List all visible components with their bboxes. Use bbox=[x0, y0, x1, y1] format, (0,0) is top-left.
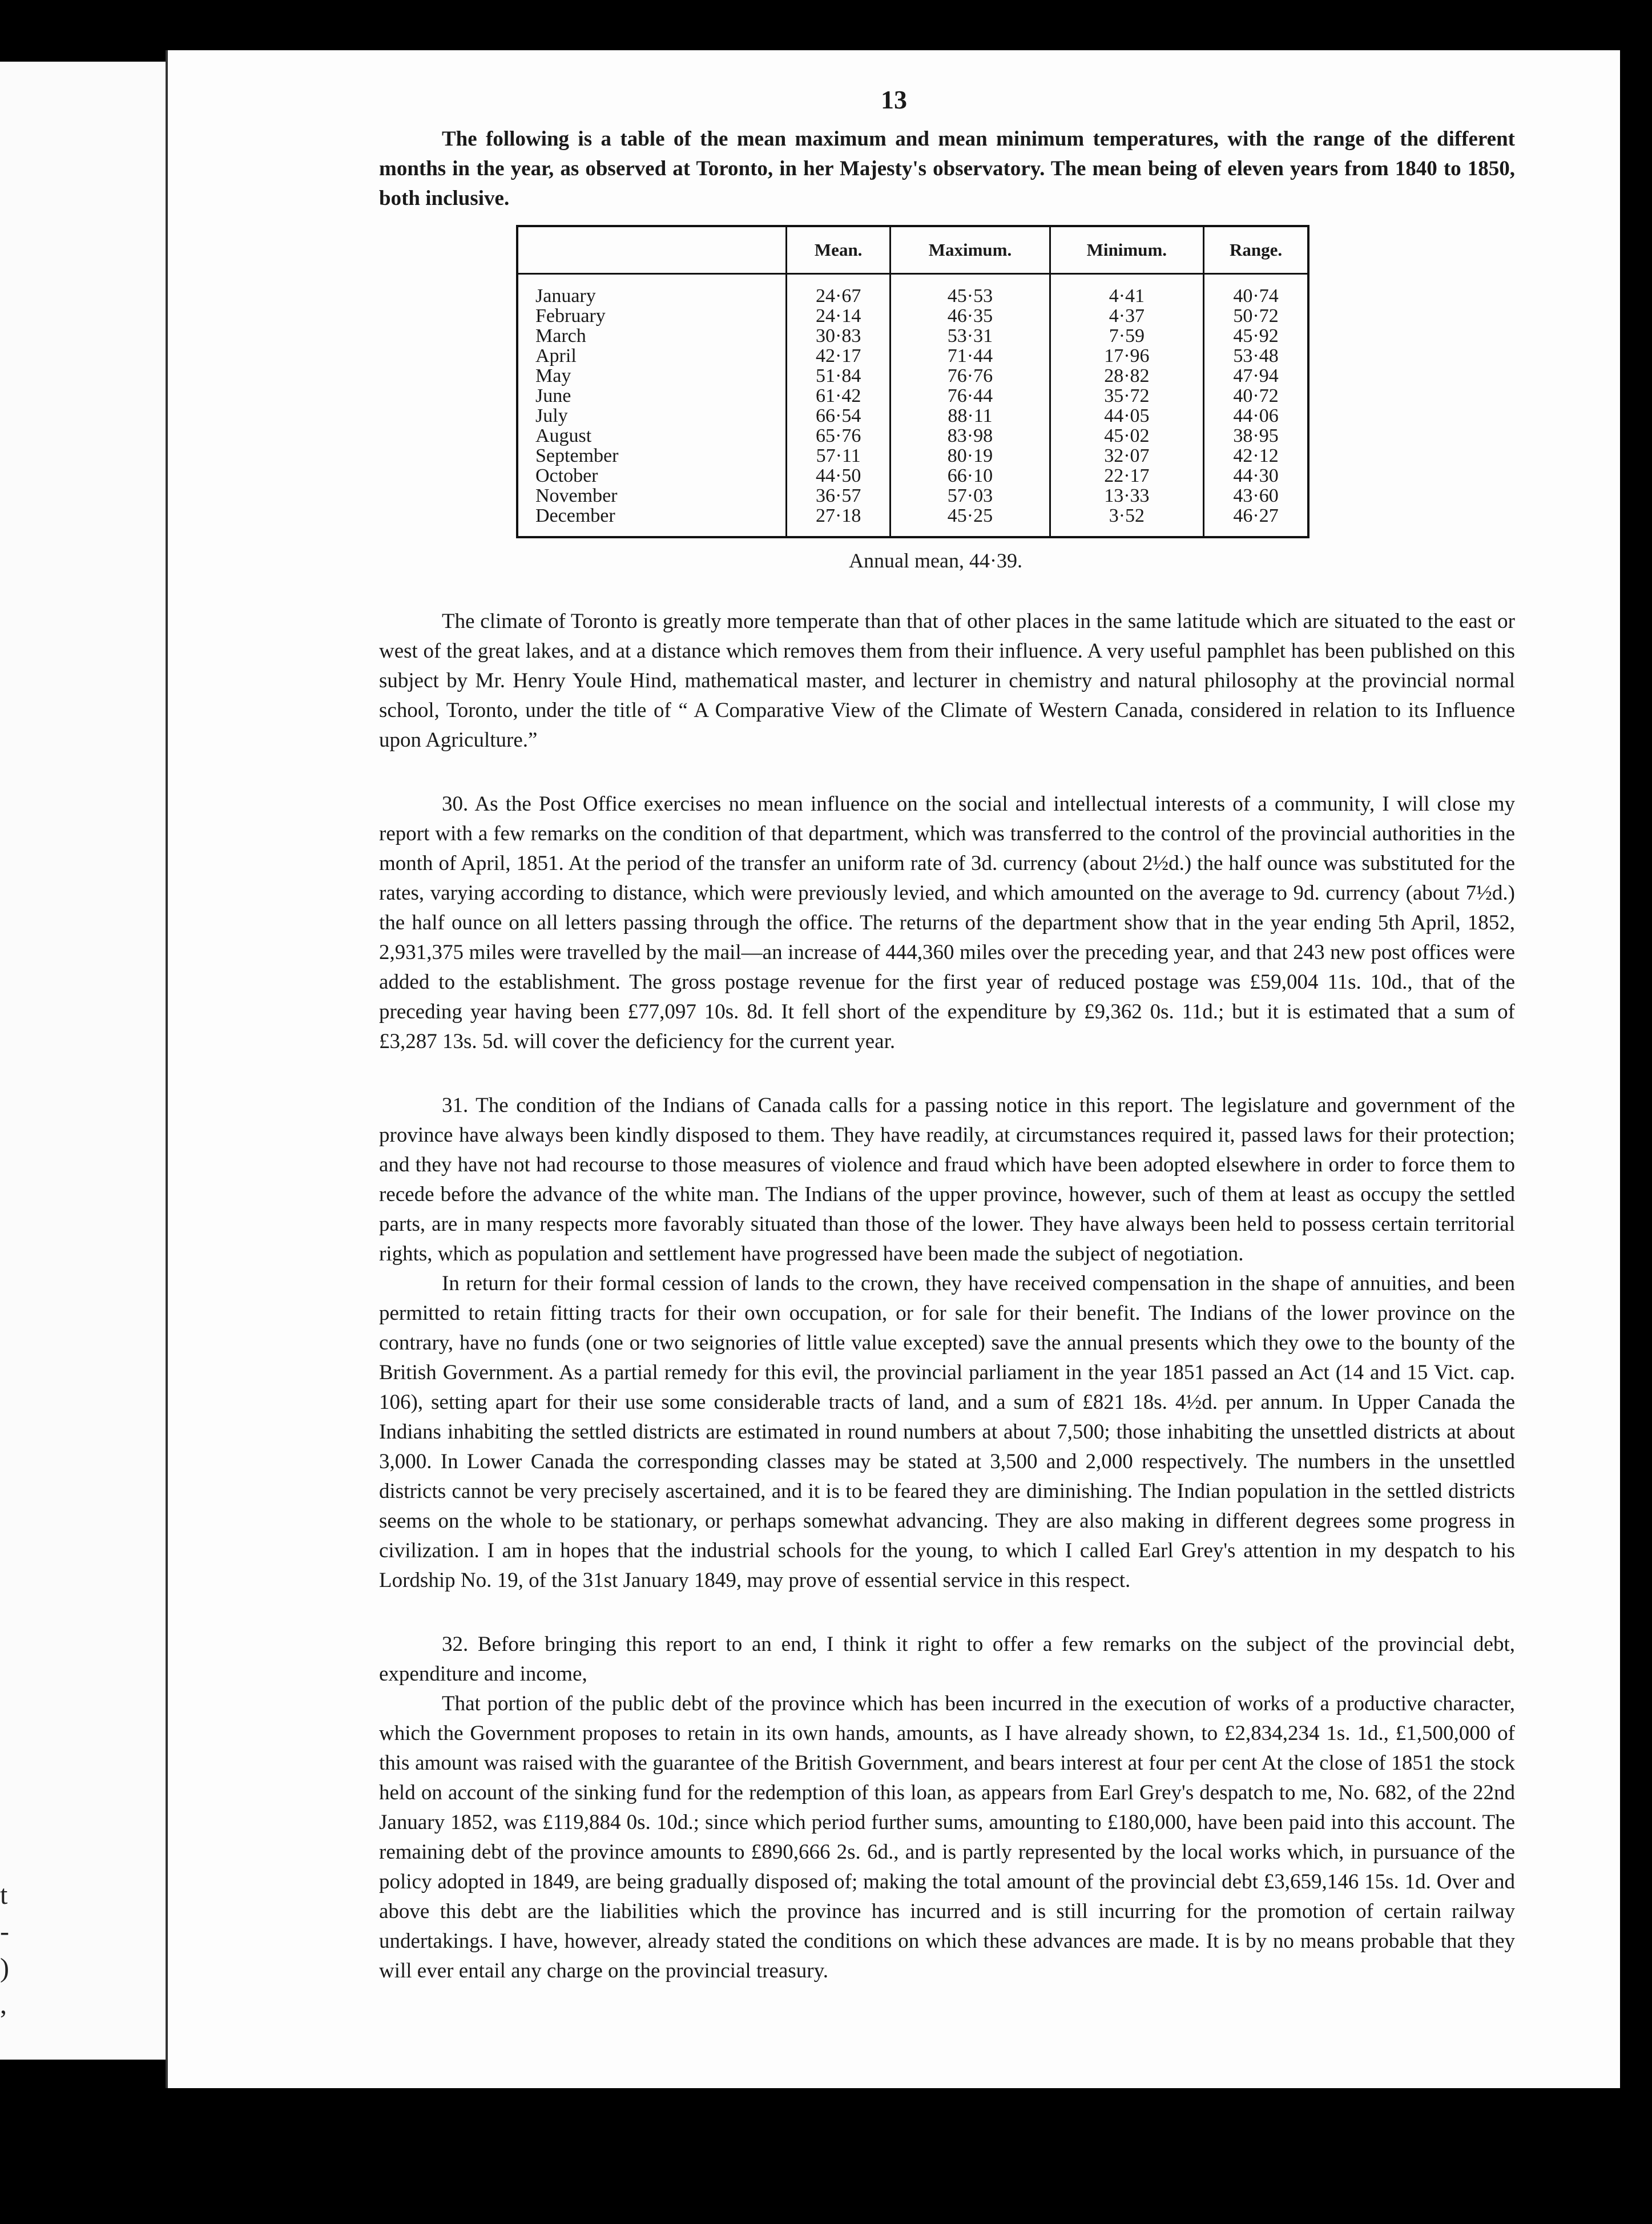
minimum-cell: 4·41 bbox=[1050, 274, 1204, 307]
paragraph-30: 30. As the Post Office exercises no mean influence on the social and intellectual interests of a community, I will close my report with a few remarks on the condition of that department, which was transferred to the control of the provincial authorities in the month of April, 1851. At the period of the transfer an uniform rate of 3d. currency (about 2½d.) the half ounce was substituted for the rates, varying according to distance, which were previously levied, and which amounted on the average to 9d. currency (about 7½d.) the half ounce on all letters passing through the office. The returns of the department show that in the year ending 5th April, 1852, 2,931,375 miles were travelled by the mail—an increase of 444,360 miles over the preceding year, and that 243 new post offices were added to the establishment. The gross postage revenue for the first year of reduced postage was £59,004 11s. 10d., that of the preceding year having been £77,097 10s. 8d. It fell short of the expenditure by £9,362 0s. 11d.; but it is estimated that a sum of £3,287 13s. 5d. will cover the deficiency for the current year. bbox=[379, 792, 1515, 1053]
table-row bbox=[517, 466, 1308, 486]
month-cell: August bbox=[535, 425, 592, 446]
paragraph-31: 31. The condition of the Indians of Canada calls for a passing notice in this report. The legislature and government of the province have always been kindly disposed to them. They have readily, at circumstances required it, passed laws for their protection; and they have not had recourse to those measures of violence and fraud which have been adopted elsewhere in order to force them to recede before the advance of the white man. The Indians of the upper province, however, such of them at least as occupy the settled parts, are in many respects more favorably situated than those of the lower. They have always been held to possess certain territorial rights, which as population and settlement have progressed have been made the subject of negotiation. bbox=[379, 1094, 1515, 1266]
maximum-cell: 76·76 bbox=[891, 366, 1050, 386]
mean-cell: 36·57 bbox=[787, 486, 891, 506]
minimum-cell: 13·33 bbox=[1050, 486, 1204, 506]
maximum-cell: 53·31 bbox=[891, 326, 1050, 346]
table-row bbox=[517, 386, 1308, 406]
mean-cell: 30·83 bbox=[787, 326, 891, 346]
maximum-cell: 83·98 bbox=[891, 426, 1050, 446]
mean-cell: 65·76 bbox=[787, 426, 891, 446]
range-cell: 47·94 bbox=[1204, 366, 1308, 386]
maximum-cell: 45·53 bbox=[891, 274, 1050, 307]
table-row bbox=[517, 346, 1308, 366]
table-header-row bbox=[517, 226, 1308, 274]
minimum-column-header: Minimum. bbox=[1050, 226, 1204, 274]
month-cell: April bbox=[535, 345, 577, 366]
maximum-cell: 80·19 bbox=[891, 446, 1050, 466]
month-cell: October bbox=[535, 465, 598, 486]
maximum-cell: 88·11 bbox=[891, 406, 1050, 426]
table-row bbox=[517, 446, 1308, 466]
month-cell: March bbox=[535, 325, 586, 347]
range-cell: 43·60 bbox=[1204, 486, 1308, 506]
mean-cell: 51·84 bbox=[787, 366, 891, 386]
range-column-header: Range. bbox=[1204, 226, 1308, 274]
maximum-cell: 71·44 bbox=[891, 346, 1050, 366]
temperature-table-body bbox=[517, 274, 1308, 538]
margin-mark: - bbox=[0, 1916, 9, 1947]
climate-paragraph: The climate of Toronto is greatly more temperate than that of other places in the same latitude which are situated to the east or west of the great lakes, and at a distance which removes them from their influence. A very useful pamphlet has been published on this subject by Mr. Henry Youle Hind, mathematical master, and lecturer in chemistry and natural philosophy at the provincial normal school, Toronto, under the title of “ A Comparative View of the Climate of Western Canada, considered in relation to its Influence upon Agriculture.” bbox=[379, 610, 1515, 752]
table-row bbox=[517, 306, 1308, 326]
maximum-column-header: Maximum. bbox=[891, 226, 1050, 274]
minimum-cell: 3·52 bbox=[1050, 506, 1204, 537]
range-cell: 53·48 bbox=[1204, 346, 1308, 366]
range-cell: 38·95 bbox=[1204, 426, 1308, 446]
range-cell: 40·72 bbox=[1204, 386, 1308, 406]
annual-mean: Annual mean, 44·39. bbox=[849, 549, 1022, 572]
maximum-cell: 46·35 bbox=[891, 306, 1050, 326]
table-row bbox=[517, 406, 1308, 426]
month-cell: November bbox=[535, 485, 618, 506]
range-cell: 42·12 bbox=[1204, 446, 1308, 466]
mean-cell: 24·67 bbox=[787, 274, 891, 307]
minimum-cell: 4·37 bbox=[1050, 306, 1204, 326]
paragraph-32: 32. Before bringing this report to an end, I think it right to offer a few remarks on the subject of the provincial debt, expenditure and income, bbox=[379, 1633, 1515, 1686]
paragraph-32-continued: That portion of the public debt of the province which has been incurred in the execution of works of a productive character, which the Government proposes to retain in its own hands, amounts, as I have already shown, to £2,834,234 1s. 1d., £1,500,000 of this amount was raised with the guarantee of the British Government, and bears interest at four per cent At the close of 1851 the stock held on account of the sinking fund for the redemption of this loan, as appears from Earl Grey's despatch to me, No. 682, of the 22nd January 1852, was £119,884 0s. 10d.; since which period further sums, amounting to £180,000, have been paid into this account. The remaining debt of the province amounts to £890,666 2s. 6d., and is partly represented by the local works which, in pursuance of the policy adopted in 1849, are being gradually disposed of; making the total amount of the provincial debt £3,659,146 15s. 1d. Over and above this debt are the liabilities which the province has incurred and is still incurring for the promotion of certain railway undertakings. I have, however, already stated the conditions on which these advances are made. It is by no means probable that they will ever entail any charge on the provincial treasury. bbox=[379, 1692, 1515, 1983]
minimum-cell: 44·05 bbox=[1050, 406, 1204, 426]
mean-cell: 42·17 bbox=[787, 346, 891, 366]
maximum-cell: 57·03 bbox=[891, 486, 1050, 506]
maximum-cell: 66·10 bbox=[891, 466, 1050, 486]
range-cell: 45·92 bbox=[1204, 326, 1308, 346]
page-number: 13 bbox=[881, 85, 907, 114]
mean-cell: 27·18 bbox=[787, 506, 891, 537]
table-intro: The following is a table of the mean maximum and mean minimum temperatures, with the range of the different months in the year, as observed at Toronto, in her Majesty's observatory. The mean being of eleven years from 1840 to 1850, both inclusive. bbox=[379, 127, 1515, 210]
facing-page-margin-marks bbox=[0, 1877, 11, 2023]
minimum-cell: 17·96 bbox=[1050, 346, 1204, 366]
month-cell: February bbox=[535, 305, 606, 327]
range-cell: 44·30 bbox=[1204, 466, 1308, 486]
temperature-table bbox=[516, 225, 1309, 538]
margin-mark: , bbox=[0, 1989, 7, 2020]
minimum-cell: 35·72 bbox=[1050, 386, 1204, 406]
month-cell: July bbox=[535, 405, 568, 426]
range-cell: 46·27 bbox=[1204, 506, 1308, 537]
table-row bbox=[517, 426, 1308, 446]
month-cell: May bbox=[535, 365, 571, 386]
paragraph-31-continued: In return for their formal cession of lands to the crown, they have received compensation in the shape of annuities, and been permitted to retain fitting tracts for their own occupation, or for sale for their benefit. The Indians of the lower province on the contrary, have no funds (one or two seignories of little value excepted) save the annual presents which they owe to the bounty of the British Government. As a partial remedy for this evil, the provincial parliament in the year 1851 passed an Act (14 and 15 Vict. cap. 106), setting apart for their use some considerable tracts of land, and a sum of £821 18s. 4½d. per annum. In Upper Canada the Indians inhabiting the settled districts are estimated in round numbers at about 7,500; those inhabiting the unsettled districts at about 3,000. In Lower Canada the corresponding classes may be stated at 3,500 and 2,000 respectively. The numbers in the unsettled districts cannot be very precisely ascertained, and it is to be feared they are diminishing. The Indian population in the settled districts seems on the whole to be stationary, or perhaps somewhat advancing. They are also making in different degrees some progress in civilization. I am in hopes that the industrial schools for the young, to which I called Earl Grey's attention in my despatch to his Lordship No. 19, of the 31st January 1849, may prove of essential service in this respect. bbox=[379, 1272, 1515, 1592]
mean-column-header: Mean. bbox=[787, 226, 891, 274]
table-row bbox=[517, 274, 1308, 307]
table-row bbox=[517, 326, 1308, 346]
margin-mark: ) bbox=[0, 1953, 9, 1983]
range-cell: 50·72 bbox=[1204, 306, 1308, 326]
page-content bbox=[379, 124, 1515, 1986]
month-cell: June bbox=[535, 385, 571, 406]
table-row bbox=[517, 506, 1308, 537]
mean-cell: 61·42 bbox=[787, 386, 891, 406]
mean-cell: 66·54 bbox=[787, 406, 891, 426]
month-cell: September bbox=[535, 445, 619, 466]
minimum-cell: 22·17 bbox=[1050, 466, 1204, 486]
mean-cell: 57·11 bbox=[787, 446, 891, 466]
mean-cell: 24·14 bbox=[787, 306, 891, 326]
minimum-cell: 28·82 bbox=[1050, 366, 1204, 386]
margin-mark: t bbox=[0, 1880, 8, 1910]
table-row bbox=[517, 486, 1308, 506]
minimum-cell: 32·07 bbox=[1050, 446, 1204, 466]
minimum-cell: 7·59 bbox=[1050, 326, 1204, 346]
range-cell: 44·06 bbox=[1204, 406, 1308, 426]
mean-cell: 44·50 bbox=[787, 466, 891, 486]
document-page bbox=[166, 50, 1620, 2088]
table-row bbox=[517, 366, 1308, 386]
minimum-cell: 45·02 bbox=[1050, 426, 1204, 446]
range-cell: 40·74 bbox=[1204, 274, 1308, 307]
month-column-header bbox=[517, 226, 787, 274]
month-cell: December bbox=[535, 505, 615, 526]
maximum-cell: 76·44 bbox=[891, 386, 1050, 406]
month-cell: January bbox=[535, 285, 596, 307]
maximum-cell: 45·25 bbox=[891, 506, 1050, 537]
